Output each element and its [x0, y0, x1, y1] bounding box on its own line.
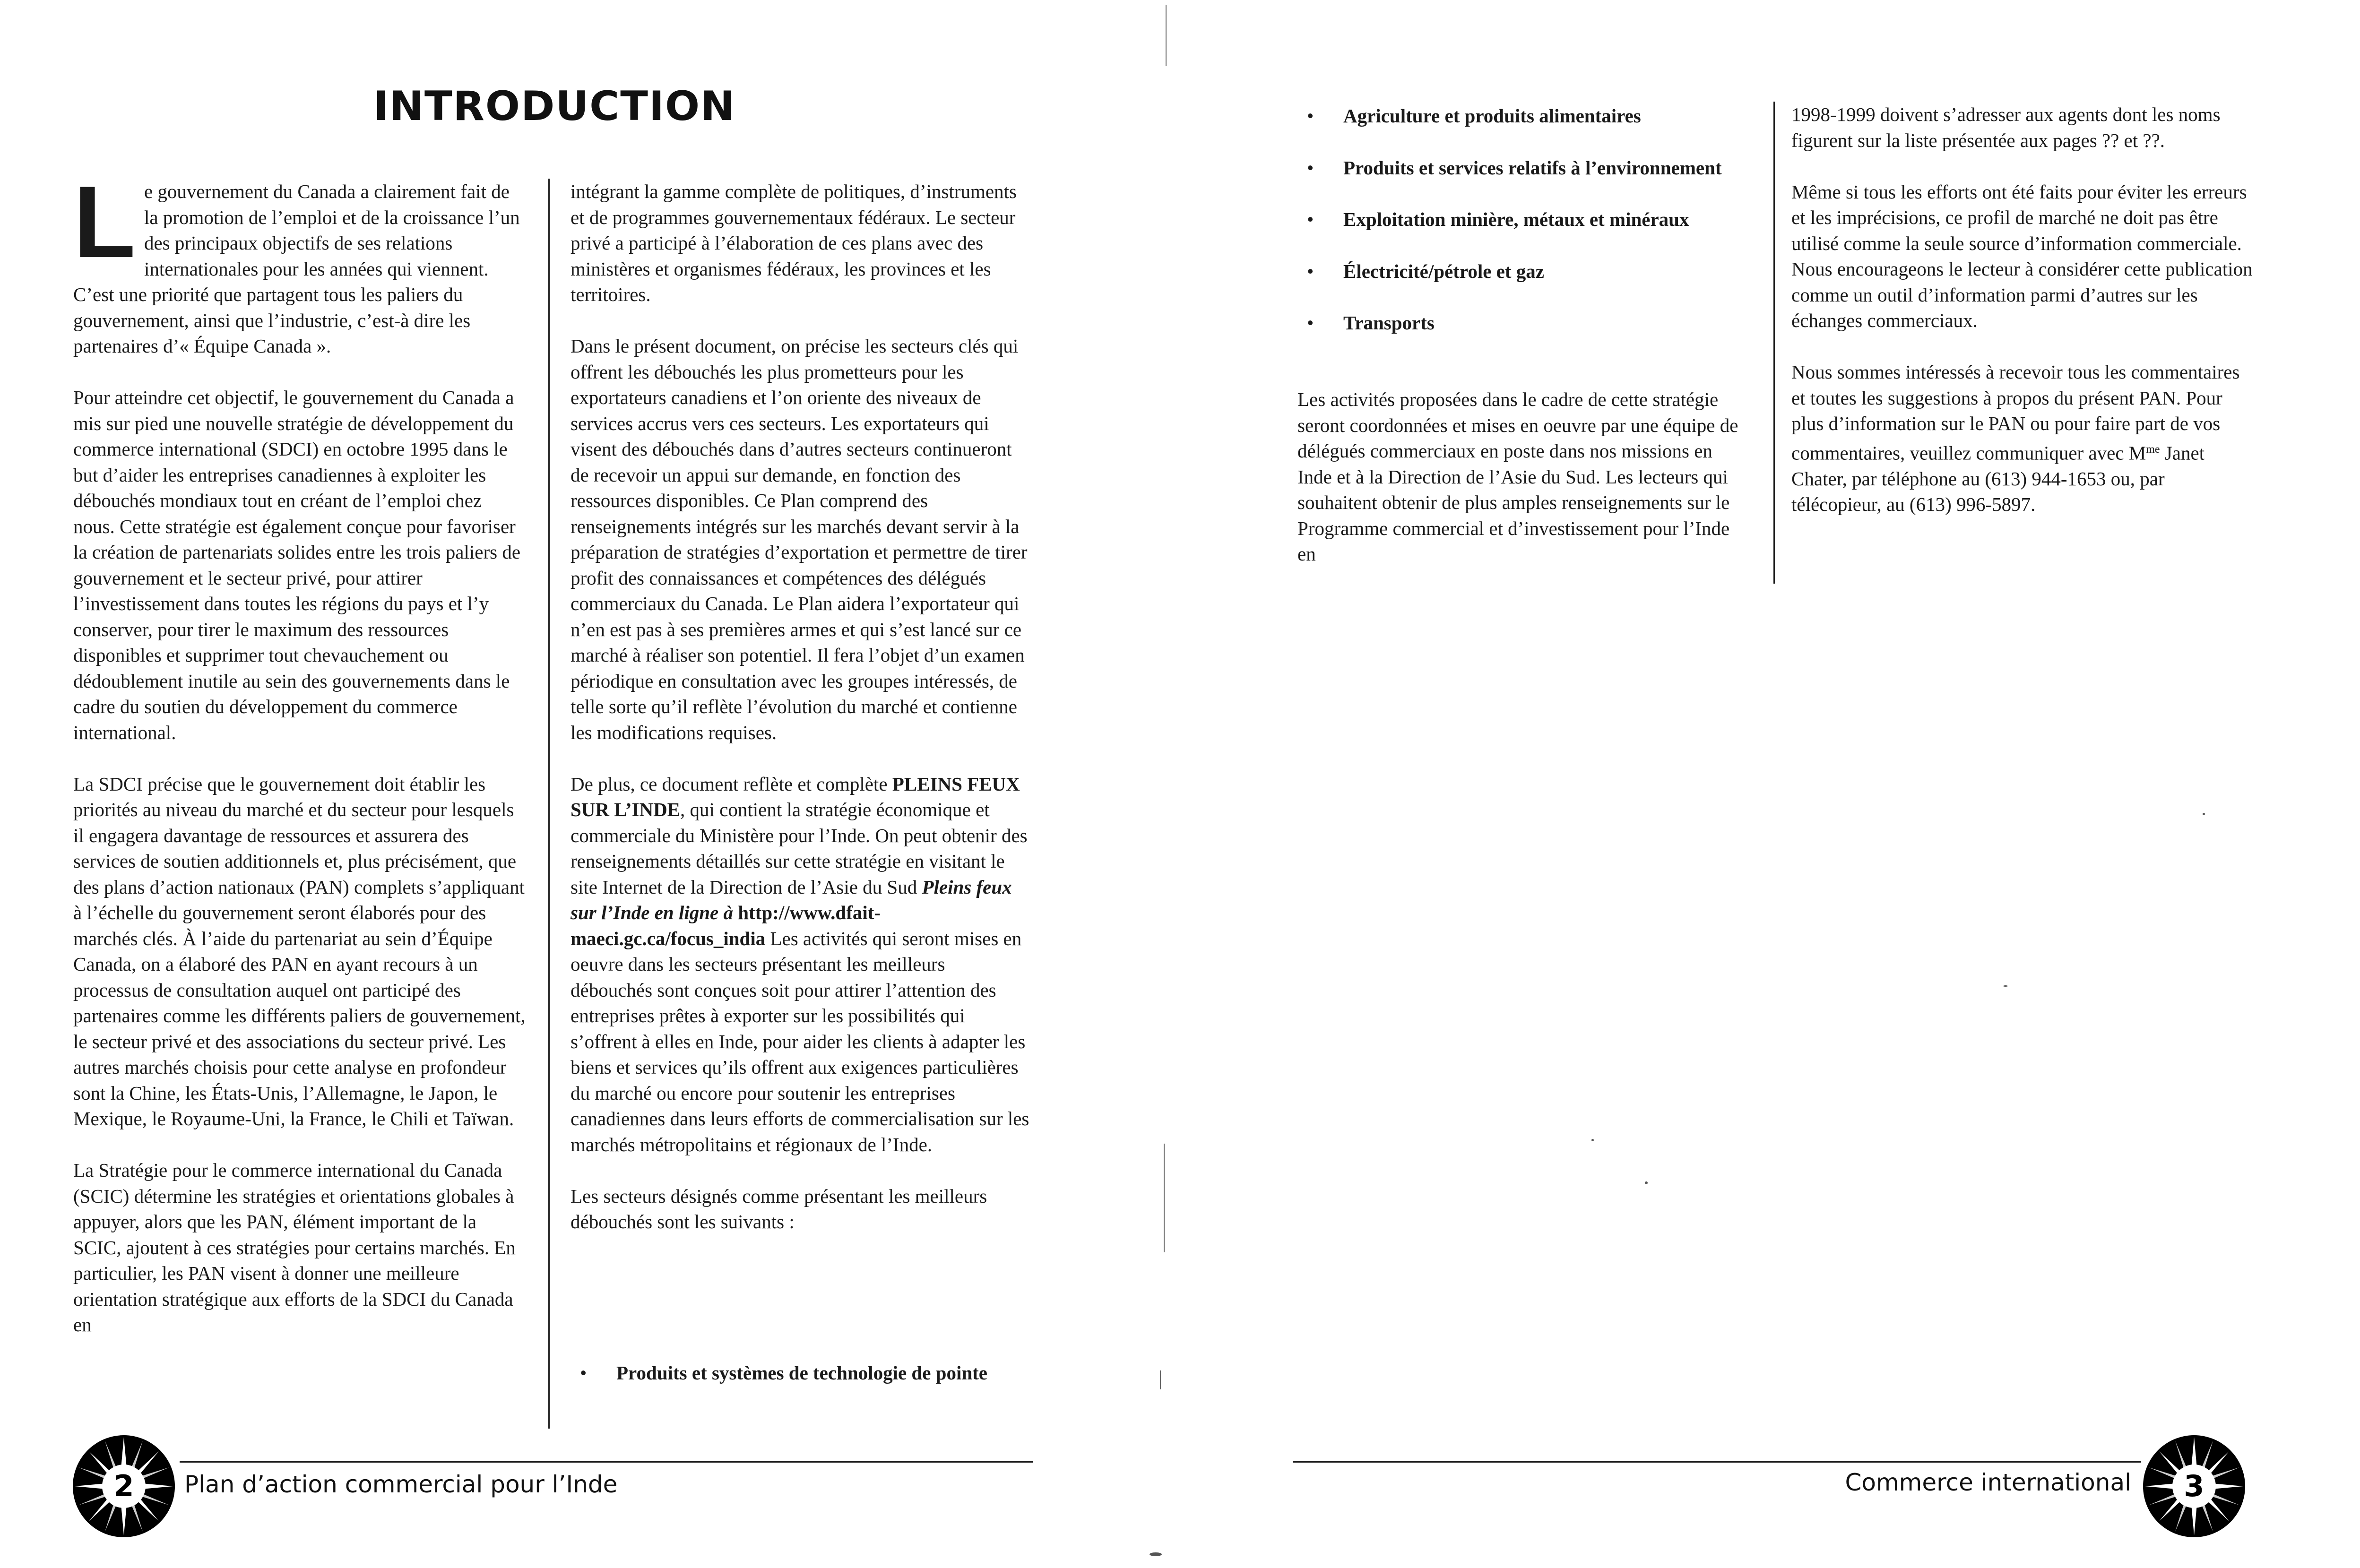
col2-paragraph-4: Les secteurs désignés comme présentant les meilleurs débouchés sont les suivants : [571, 1185, 987, 1232]
scan-speck [2003, 985, 2008, 987]
sector-list-right [1297, 103, 1765, 362]
right-column-1 [1297, 387, 1746, 567]
scan-speck [1645, 1181, 1648, 1184]
sector-item: • Exploitation minière, métaux et minéraux [1297, 207, 1765, 233]
col4-paragraph-1: 1998-1999 doivent s’adresser aux agents dont les noms figurent sur la liste présentée aux pages ?? et ??. [1791, 103, 2221, 151]
drop-cap: L [73, 164, 136, 279]
footer-title-right: Commerce international [1845, 1469, 2131, 1496]
focus-title: PLEINS FEUX SUR L’INDE [571, 773, 1020, 820]
sector-item: • Agriculture et produits alimentaires [1297, 103, 1765, 129]
col2-paragraph-2: Dans le présent document, on précise les secteurs clés qui offrent les débouchés les plus prometteurs pour les exportateurs canadiens et l’on oriente des niveaux de services accrus vers ces secteurs. Les exportateurs qui visent des débouchés dans d’autres secteurs continueront de recevoir un appui sur demande, en fonction des ressources disponibles. Ce Plan comprend des renseignements intégrés sur les marchés devant servir à la préparation de stratégies d’exportation et permettre de tirer profit des connaissances et compétences des délégués commerciaux du Canada. Le Plan aidera l’exportateur qui n’en est pas à ses premières armes et qui s’est lancé sur ce marché à réaliser son potentiel. Il fera l’objet d’un examen périodique en consultation avec les groupes intéressés, de telle sorte qu’il reflète l’évolution du marché et contienne les modifications requises. [571, 335, 1028, 743]
sector-item: • Transports [1297, 310, 1765, 336]
sector-item: • Produits et services relatifs à l’environnement [1297, 155, 1765, 181]
page-number: 3 [2184, 1469, 2204, 1503]
col4-paragraph-2: Même si tous les efforts ont été faits pour éviter les erreurs et les imprécisions, ce profil de marché ne doit pas être utilisé comme la seule source d’information commerciale. Nous encourageons le lecteur à considérer cette publication comme un outil d’information parmi d’autres sur les échanges commerciaux. [1791, 181, 2253, 331]
scan-speck [1591, 1139, 1594, 1141]
binding-gutter-line [1164, 1144, 1165, 1252]
footer-rule-left [180, 1461, 1033, 1463]
binding-gutter-line [1166, 5, 1167, 66]
left-column-1 [73, 164, 527, 1338]
page-title: INTRODUCTION [373, 83, 736, 130]
scan-speck [2203, 813, 2205, 815]
footer-title-left: Plan d’action commercial pour l’Inde [184, 1471, 618, 1498]
intro-paragraph-2: Pour atteindre cet objectif, le gouvernement du Canada a mis sur pied une nouvelle stratégie de développement du commerce international (SDCI) en octobre 1995 dans le but d’aider les entreprises canadiennes à exploiter les débouchés mondiaux tout en créant de l’emploi chez nous. Cette stratégie est également conçue pour favoriser la création de partenariats solides entre les trois paliers de gouvernement et le secteur privé, pour attirer l’investissement dans toutes les régions du pays et l’y conserver, pour tirer le maximum des ressources disponibles et supprimer tout chevauchement ou dédoublement inutile au sein des gouvernements dans le cadre du soutien du développement du commerce international. [73, 387, 521, 743]
right-column-divider [1773, 102, 1775, 584]
footer-rule-right [1293, 1461, 2141, 1463]
left-column-divider [548, 179, 550, 1429]
col2-paragraph-3: De plus, ce document reflète et complète PLEINS FEUX SUR L’INDE, qui contient la stratégie économique et commerciale du Ministère pour l’Inde. On peut obtenir des renseignements détaillés sur cette stratégie en visitant le site Internet de la Direction de l’Asie du Sud Pleins feux sur l’Inde en ligne à http://www.dfait-maeci.gc.ca/focus_india Les activités qui seront mises en oeuvre dans les secteurs présentant les meilleurs débouchés sont conçues soit pour attirer l’attention des entreprises prêtes à exporter sur les possibilités qui s’offrent à elles en Inde, pour aider les clients à adapter les biens et services qu’ils offrent aux exigences particulières du marché ou encore pour soutenir les entreprises canadiennes dans leurs efforts de commercialisation sur les marchés métropolitains et régionaux de l’Inde. [571, 773, 1029, 1155]
scan-speck [1150, 1552, 1162, 1556]
intro-paragraph-1: Le gouvernement du Canada a clairement fait de la promotion de l’emploi et de la croissance l’un des principaux objectifs de ses relations internationales pour les années qui viennent. C’est une priorité que partagent tous les paliers du gouvernement, ainsi que l’industrie, c’est-à dire les partenaires d’« Équipe Canada ». [73, 164, 520, 357]
intro-paragraph-4: La Stratégie pour le commerce international du Canada (SCIC) détermine les stratégies et orientations globales à appuyer, alors que les PAN, élément important de la SCIC, ajoutent à ces stratégies pour certains marchés. En particulier, les PAN visent à donner une meilleure orientation stratégique aux efforts de la SDCI du Canada en [73, 1159, 516, 1335]
col2-paragraph-1: intégrant la gamme complète de politiques, d’instruments et de programmes gouvernementaux fédéraux. Le secteur privé a participé à l’élaboration de ces plans avec des ministères et organismes fédéraux, les provinces et les territoires. [571, 181, 1017, 305]
binding-gutter-line [1160, 1370, 1161, 1389]
col4-paragraph-3: Nous sommes intéressés à recevoir tous les commentaires et toutes les suggestions à propos du présent PAN. Pour plus d’information sur le PAN ou pour faire part de vos commentaires, veuillez communiquer avec $M^{me}$ Janet Chater, par téléphone au (613) 944-1653 ou, par télécopieur, au (613) 996-5897. [1791, 361, 2240, 516]
left-column-2 [571, 179, 1031, 1235]
page-number-emblem [71, 1433, 177, 1539]
page-number-emblem [2141, 1433, 2247, 1539]
col3-paragraph-1: Les activités proposées dans le cadre de cette stratégie seront coordonnées et mises en oeuvre par une équipe de délégués commerciaux en poste dans nos missions en Inde et à la Direction de l’Asie du Sud. Les lecteurs qui souhaitent obtenir de plus amples renseignements sur le Programme commercial et d’investissement pour l’Inde en [1297, 388, 1738, 565]
page-number: 2 [113, 1469, 134, 1503]
focus-india-url[interactable]: http://www.dfait-maeci.gc.ca/focus_india [571, 902, 881, 949]
sector-list-left [571, 1360, 1031, 1386]
focus-online-label: Pleins feux sur l’Inde en ligne à [571, 876, 1012, 923]
right-column-2 [1791, 102, 2255, 517]
sector-item: • Électricité/pétrole et gaz [1297, 258, 1765, 284]
intro-paragraph-3: La SDCI précise que le gouvernement doit établir les priorités au niveau du marché et du secteur pour lesquels il engagera davantage de ressources et assurera des services de soutien additionnels et, plus précisément, que des plans d’action nationaux (PAN) complets s’appliquant à l’échelle du gouvernement seront élaborés pour des marchés clés. À l’aide du partenariat au sein d’Équipe Canada, on a élaboré des PAN en ayant recours à un processus de consultation auquel ont participé des partenaires comme les différents paliers de gouvernement, le secteur privé et des associations du secteur privé. Les autres marchés choisis pour cette analyse en profondeur sont la Chine, les États-Unis, l’Allemagne, le Japon, le Mexique, le Royaume-Uni, la France, le Chili et Taïwan. [73, 773, 526, 1129]
sector-item: • Produits et systèmes de technologie de pointe [571, 1360, 1031, 1386]
